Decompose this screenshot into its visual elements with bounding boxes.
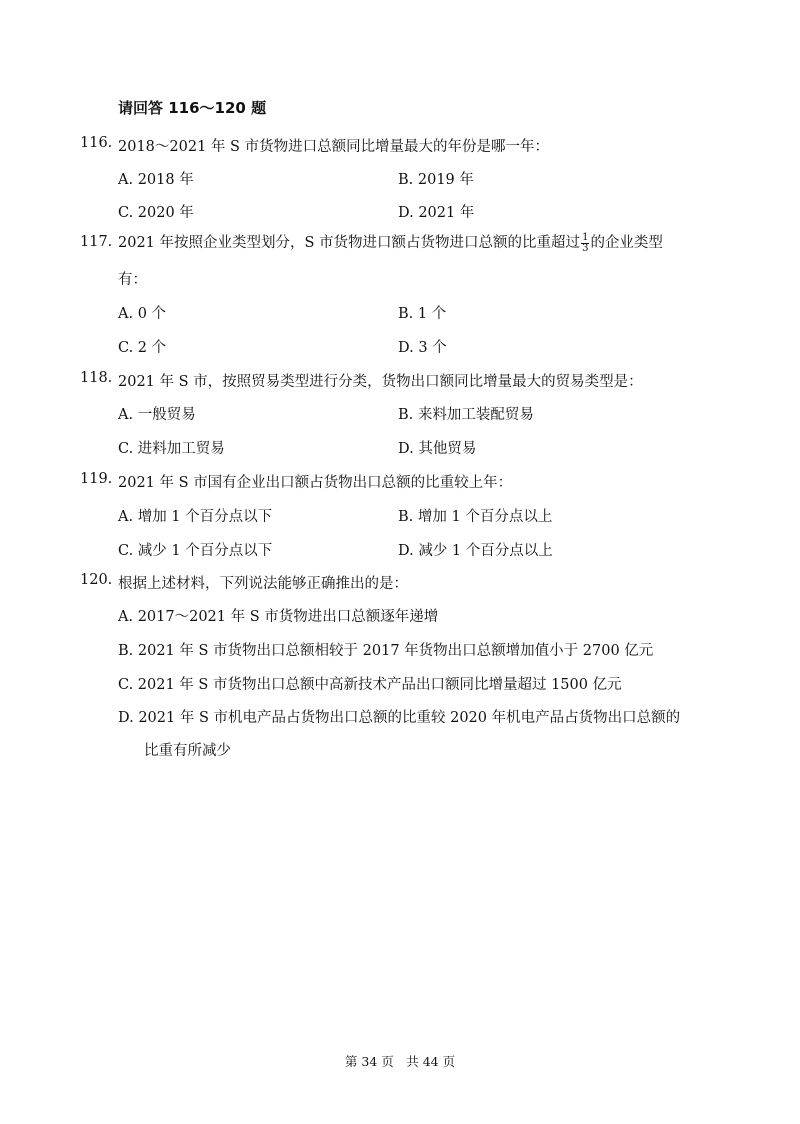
question-117-option-a[interactable]: A. 0 个	[118, 306, 167, 322]
question-116-number: 116.	[80, 135, 113, 151]
fraction-one-third: $\frac{1}{3}$	[582, 231, 589, 254]
question-116-option-d[interactable]: D. 2021 年	[398, 205, 475, 221]
question-117-text: 2021 年按照企业类型划分，S 市货物进口额占货物进口总额的比重超过 $\frac{1}{3}$ 的企业类型	[118, 231, 663, 254]
question-120-text: 根据上述材料，下列说法能够正确推出的是：	[118, 576, 408, 592]
question-118-text: 2021 年 S 市，按照贸易类型进行分类，货物出口额同比增量最大的贸易类型是：	[118, 374, 643, 390]
question-118-option-a[interactable]: A. 一般贸易	[118, 407, 196, 423]
question-117-option-d[interactable]: D. 3 个	[398, 340, 447, 356]
page-footer: 第 34 页 共 44 页	[344, 1054, 456, 1069]
question-120-option-a[interactable]: A. 2017～2021 年 S 市货物进出口总额逐年递增	[118, 609, 439, 625]
question-117-number: 117.	[80, 234, 113, 250]
section-heading: 请回答 116～120 题	[118, 99, 267, 117]
question-119-option-a[interactable]: A. 增加 1 个百分点以下	[118, 509, 273, 525]
question-119-option-c[interactable]: C. 减少 1 个百分点以下	[118, 543, 273, 559]
question-117-option-b[interactable]: B. 1 个	[398, 306, 447, 322]
question-116-option-a[interactable]: A. 2018 年	[118, 172, 194, 188]
question-119-text: 2021 年 S 市国有企业出口额占货物出口总额的比重较上年：	[118, 475, 513, 491]
question-119-option-d[interactable]: D. 减少 1 个百分点以上	[398, 543, 553, 559]
question-116-option-c[interactable]: C. 2020 年	[118, 205, 194, 221]
question-118-option-c[interactable]: C. 进料加工贸易	[118, 441, 225, 457]
question-117-option-c[interactable]: C. 2 个	[118, 340, 167, 356]
question-120-option-d-line2: 比重有所减少	[144, 743, 231, 759]
question-119-option-b[interactable]: B. 增加 1 个百分点以上	[398, 509, 553, 525]
question-120-option-c[interactable]: C. 2021 年 S 市货物出口总额中高新技术产品出口额同比增量超过 1500 亿元	[118, 677, 622, 693]
question-116-option-b[interactable]: B. 2019 年	[398, 172, 474, 188]
question-118-option-d[interactable]: D. 其他贸易	[398, 441, 477, 457]
question-120-option-d[interactable]: D. 2021 年 S 市机电产品占货物出口总额的比重较 2020 年机电产品占货物出口总额的	[118, 710, 681, 726]
question-120-option-b[interactable]: B. 2021 年 S 市货物出口总额相较于 2017 年货物出口总额增加值小于 2700 亿元	[118, 643, 654, 659]
question-118-number: 118.	[80, 370, 113, 386]
question-117-text-line2: 有：	[118, 272, 147, 288]
question-116-text: 2018～2021 年 S 市货物进口总额同比增量最大的年份是哪一年：	[118, 139, 550, 155]
question-118-option-b[interactable]: B. 来料加工装配贸易	[398, 407, 534, 423]
question-119-number: 119.	[80, 471, 113, 487]
question-120-number: 120.	[80, 572, 113, 588]
